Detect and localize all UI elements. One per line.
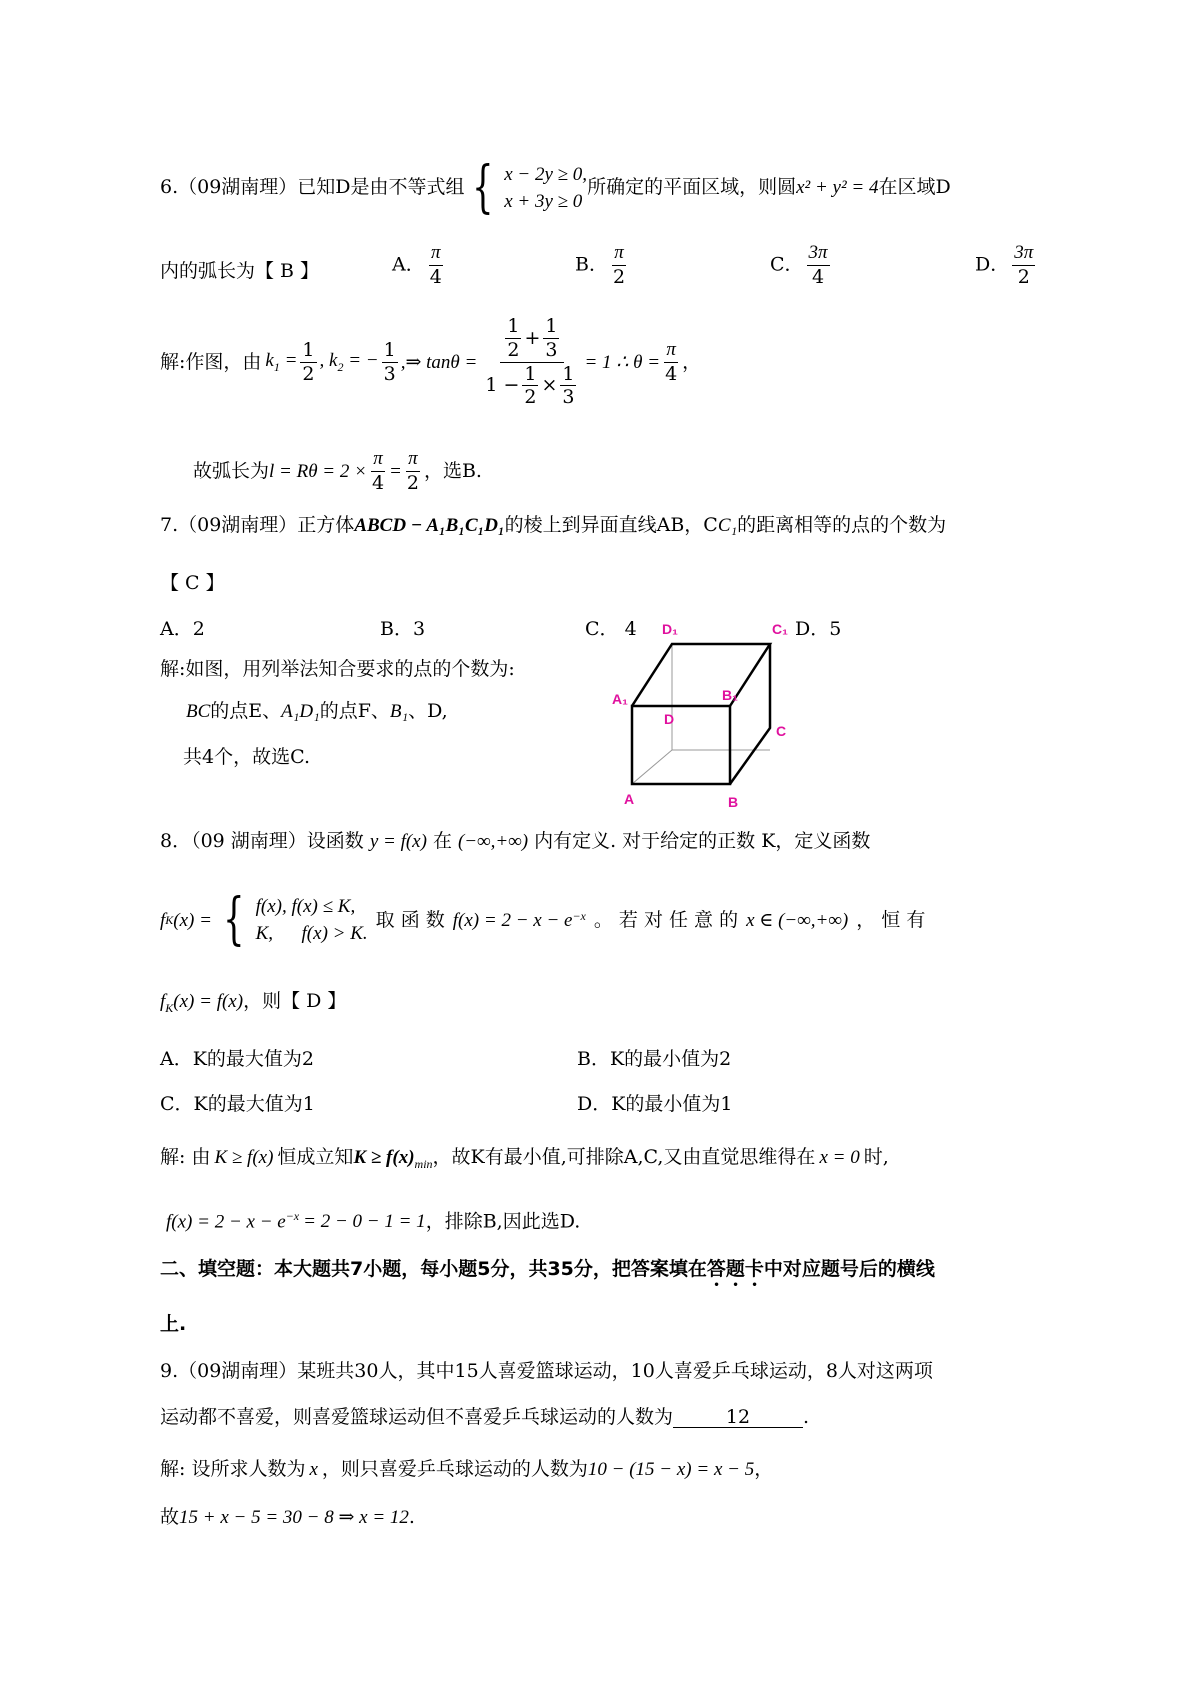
cube-label-d: D — [664, 711, 675, 727]
q7-solution-2: BC的点E、A₁D₁的点F、B₁、D, — [186, 700, 448, 722]
q6-circle: x² + y² = 4 — [796, 177, 879, 198]
cube-label-c: C — [776, 723, 787, 739]
cube-hidden-edge-da — [632, 750, 672, 784]
q8-piecewise: { f(x), f(x) ≤ K, K, f(x) > K. — [223, 887, 368, 952]
q7-solution-1: 解:如图，用列举法知合要求的点的个数为: — [160, 658, 515, 680]
q7-option-d: D．5 — [795, 618, 842, 640]
q8-line3: $f_K(x) = f(x)$，则【 D 】 — [160, 990, 347, 1015]
cube-front-face — [632, 706, 730, 784]
q7-option-b: B．3 — [380, 618, 426, 640]
cube-figure — [610, 612, 810, 810]
q9-solution-2: 故15 + x − 5 = 30 − 8 ⇒ x = 12. — [160, 1506, 415, 1528]
q6-solution-1: 解:作图，由 $k_1$ = $\frac{1}{2}$ , $k_2$ = − $\frac{1}{3}$ , ⇒ tanθ = $\frac{1}{2}$ + $\frac{1}{3}$ 1 − $\frac{1}{2}$ × $\frac{1}{3}$ = 1 ∴ θ = $\frac{\pi}{4}$ ， — [160, 315, 702, 409]
cube-label-c1: C₁ — [772, 621, 788, 637]
q6-option-d: D． $\frac{3\pi}{2}$ — [975, 242, 1034, 288]
q6-solution-2: 故弧长为 l = Rθ = 2 × $\frac{\pi}{4}$ = $\frac{\pi}{2}$ ，选B. — [193, 448, 482, 494]
q7-answer: 【 C 】 — [160, 572, 225, 594]
q8-option-d: D．K的最小值为1 — [577, 1093, 733, 1115]
cube-label-b1: B₁ — [722, 687, 738, 703]
q6-middle: 所确定的平面区域，则圆 — [587, 176, 797, 198]
q6-line2: 内的弧长为【 B 】 — [160, 260, 320, 282]
q8-line2: f K (x) = { f(x), f(x) ≤ K, K, f(x) > K. 取 函 数 f(x) = 2 − x − e $^{-x}$ 。 若 对 任 意 的 x ∈ (−∞,+∞) ， 恒 有 — [160, 887, 926, 952]
q6-ineq1: x − 2y ≥ 0, — [504, 164, 588, 185]
q6-option-a: A． $\frac{\pi}{4}$ — [392, 242, 442, 288]
q6-option-b: B． $\frac{\pi}{2}$ — [575, 242, 626, 288]
q8-line1: 8．（09 湖南理）设函数 y = f(x) 在 (−∞,+∞) 内有定义. 对于给定的正数 K，定义函数 — [160, 830, 871, 852]
q9-solution-1: 解: 设所求人数为 x ，则只喜爱乒乓球运动的人数为10 − (15 − x) = x − 5， — [160, 1458, 774, 1480]
cube-right-face — [730, 644, 770, 784]
cube-label-b: B — [728, 794, 739, 810]
cube-top-face — [632, 644, 770, 706]
q9-answer-blank: 12 — [673, 1408, 803, 1428]
q6-inequality-system: { x − 2y ≥ 0, x + 3y ≥ 0 — [471, 155, 588, 220]
q7-option-a: A．2 — [160, 618, 205, 640]
q6-suffix: 在区域D — [878, 176, 951, 198]
q8-option-b: B．K的最小值为2 — [577, 1048, 732, 1070]
q7-option-c: C． 4 — [585, 618, 637, 640]
q6-prefix: 6.（09湖南理）已知D是由不等式组 — [160, 176, 465, 198]
q6-ineq2: x + 3y ≥ 0 — [504, 191, 583, 212]
q7-solution-3: 共4个，故选C. — [183, 746, 310, 768]
q7-cube: ABCD − A₁B₁C₁D₁ — [354, 515, 505, 536]
q8-solution-1: 解: 由 K ≥ f(x) 恒成立知$K \ge f(x)_{min}$，故K有最小值,可排除A,C,又由直觉思维得在 x = 0 时, — [160, 1146, 889, 1171]
cube-label-a: A — [624, 791, 635, 807]
section2-heading: 二、填空题：本大题共7小题，每小题5分，共35分，把答案填在答题卡中对应题号后的横线 — [160, 1258, 935, 1280]
section2-heading-line2: 上. — [160, 1313, 187, 1335]
q6-option-c: C． $\frac{3\pi}{4}$ — [770, 242, 828, 288]
q9-line1: 9.（09湖南理）某班共30人，其中15人喜爱篮球运动，10人喜爱乒乓球运动，8人对这两项 — [160, 1360, 933, 1382]
q8-solution-2: $f(x) = 2 - x - e^{-x} = 2 - 0 - 1 = 1$，排除B,因此选D. — [166, 1209, 581, 1233]
q7-stem: 7.（09湖南理）正方体ABCD − A₁B₁C₁D₁的棱上到异面直线AB，CC₁的距离相等的点的个数为 — [160, 514, 947, 536]
q6-stem — [160, 155, 951, 220]
cube-label-d1: D₁ — [662, 621, 678, 637]
q8-option-a: A．K的最大值为2 — [160, 1048, 315, 1070]
q9-line2: 运动都不喜爱，则喜爱篮球运动但不喜爱乒乓球运动的人数为 12 . — [160, 1406, 810, 1428]
cube-label-a1: A₁ — [612, 691, 628, 707]
q8-option-c: C．K的最大值为1 — [160, 1093, 315, 1115]
